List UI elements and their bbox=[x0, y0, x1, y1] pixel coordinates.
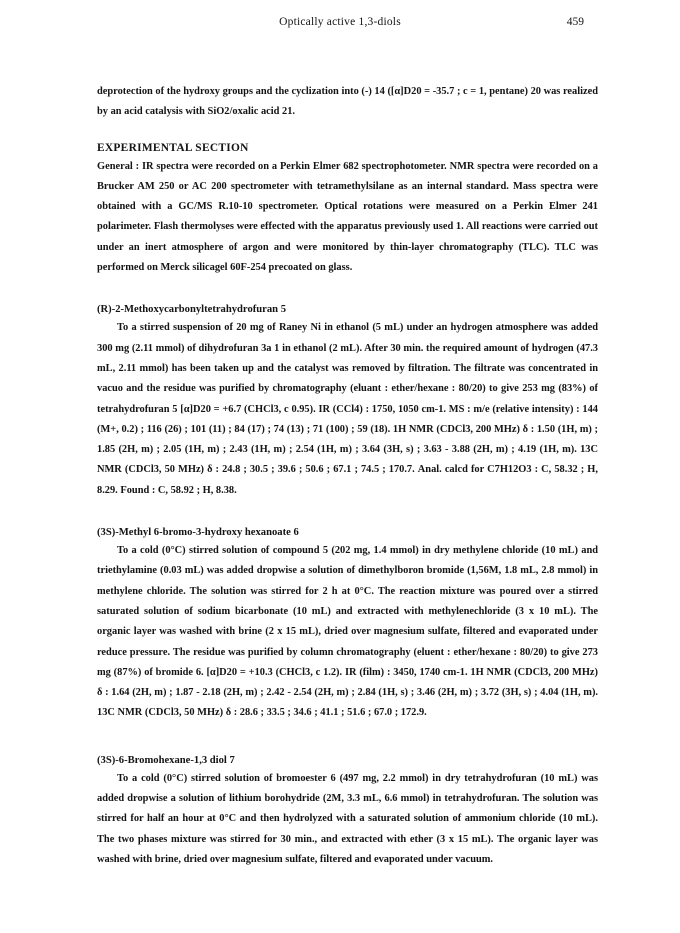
compound-5-heading: (R)-2-Methoxycarbonyltetrahydrofuran 5 bbox=[97, 304, 286, 316]
general-text: IR spectra were recorded on a Perkin Elmer 682 spectrophotometer. NMR spectra were recorded on a Brucker AM 250 or AC 200 spectrometer with tetramethylsilane as an internal standard. Mass spectra were obtained with a GC/MS R.10-10 spectrometer. Optical rotations were measured on a Perkin Elmer 241 polarimeter. Flash thermolyses were effected with the apparatus previously used 1. All reactions were carried out under an inert atmosphere of argon and were monitored by thin-layer chromatography (TLC). TLC was performed on Merck silicagel 60F-254 precoated on glass. bbox=[97, 160, 598, 274]
compound-5-procedure: To a stirred suspension of 20 mg of Raney Ni in ethanol (5 mL) under an hydrogen atmosphere was added 300 mg (2.11 mmol) of dihydrofuran 3a 1 in ethanol (2 mL). After 30 min. the required amount of hydrogen (47.3 mL, 2.11 mmol) has been taken up and the catalyst was removed by filtration. The filtrate was concentrated in vacuo and the residue was purified by chromatography (eluant : ether/hexane : 80/20) to give 253 mg (83%) of tetrahydrofuran 5 [α]D20 = +6.7 (CHCl3, c 0.95). IR (CCl4) : 1750, 1050 cm-1. MS : m/e (relative intensity) : 144 (M+, 0.2) ; 116 (26) ; 101 (11) ; 84 (17) ; 74 (13) ; 71 (100) ; 59 (18). 1H NMR (CDCl3, 200 MHz) δ : 1.50 (1H, m) ; 1.85 (2H, m) ; 2.05 (1H, m) ; 2.43 (1H, m) ; 2.54 (1H, m) ; 3.64 (3H, s) ; 3.63 - 3.88 (2H, m) ; 4.19 (1H, m). 13C NMR (CDCl3, 50 MHz) δ : 24.8 ; 30.5 ; 39.6 ; 50.6 ; 67.1 ; 74.5 ; 170.7. Anal. calcd for C7H12O3 : C, 58.32 ; H, 8.29. Found : C, 58.92 ; H, 8.38. bbox=[97, 322, 598, 496]
experimental-section-heading: EXPERIMENTAL SECTION bbox=[97, 141, 249, 154]
compound-6-heading: (3S)-Methyl 6-bromo-3-hydroxy hexanoate 6 bbox=[97, 527, 299, 539]
running-title: Optically active 1,3-diols bbox=[279, 16, 401, 28]
page-number: 459 bbox=[566, 16, 584, 28]
general-paragraph bbox=[97, 157, 598, 279]
intro-paragraph: deprotection of the hydroxy groups and the cyclization into (-) 14 ([α]D20 = -35.7 ; c = 1, pentane) 20 was realized by an acid catalysis with SiO2/oxalic acid 21. bbox=[97, 86, 598, 118]
compound-7-heading: (3S)-6-Bromohexane-1,3 diol 7 bbox=[97, 754, 235, 766]
article-body bbox=[97, 82, 598, 870]
general-label: General : bbox=[97, 160, 140, 172]
compound-7-procedure: To a cold (0°C) stirred solution of bromoester 6 (497 mg, 2.2 mmol) in dry tetrahydrofuran (10 mL) was added dropwise a solution of lithium borohydride (2M, 3.3 mL, 6.6 mmol) in tetrahydrofuran. The solution was stirred for half an hour at 0°C and then hydrolyzed with a saturated solution of ammonium chloride (10 mL). The two phases mixture was stirred for 30 min., and extracted with ether (3 x 15 mL). The organic layer was washed with brine, dried over magnesium sulfate, filtered and evaporated under vacuum. bbox=[97, 772, 598, 865]
compound-6-procedure: To a cold (0°C) stirred solution of compound 5 (202 mg, 1.4 mmol) in dry methylene chloride (10 mL) and triethylamine (0.03 mL) was added dropwise a solution of dimethylboron bromide (1,56M, 1.8 mL, 2.8 mmol) in methylene chloride. The solution was stirred for 2 h at 0°C. The reaction mixture was poured over a stirred saturated solution of sodium bicarbonate (10 mL) and extracted with methylenechloride (3 x 10 mL). The organic layer was washed with brine (2 x 15 mL), dried over magnesium sulfate, filtered and evaporated under reduce pressure. The residue was purified by column chromatography (eluent : ether/hexane : 80/20) to give 273 mg (87%) of bromide 6. [α]D20 = +10.3 (CHCl3, c 1.2). IR (film) : 3450, 1740 cm-1. 1H NMR (CDCl3, 200 MHz) δ : 1.64 (2H, m) ; 1.87 - 2.18 (2H, m) ; 2.42 - 2.54 (2H, m) ; 2.84 (1H, s) ; 3.46 (2H, m) ; 3.72 (3H, s) ; 4.04 (1H, m). 13C NMR (CDCl3, 50 MHz) δ : 28.6 ; 33.5 ; 34.6 ; 41.1 ; 51.6 ; 67.0 ; 172.9. bbox=[97, 545, 598, 719]
